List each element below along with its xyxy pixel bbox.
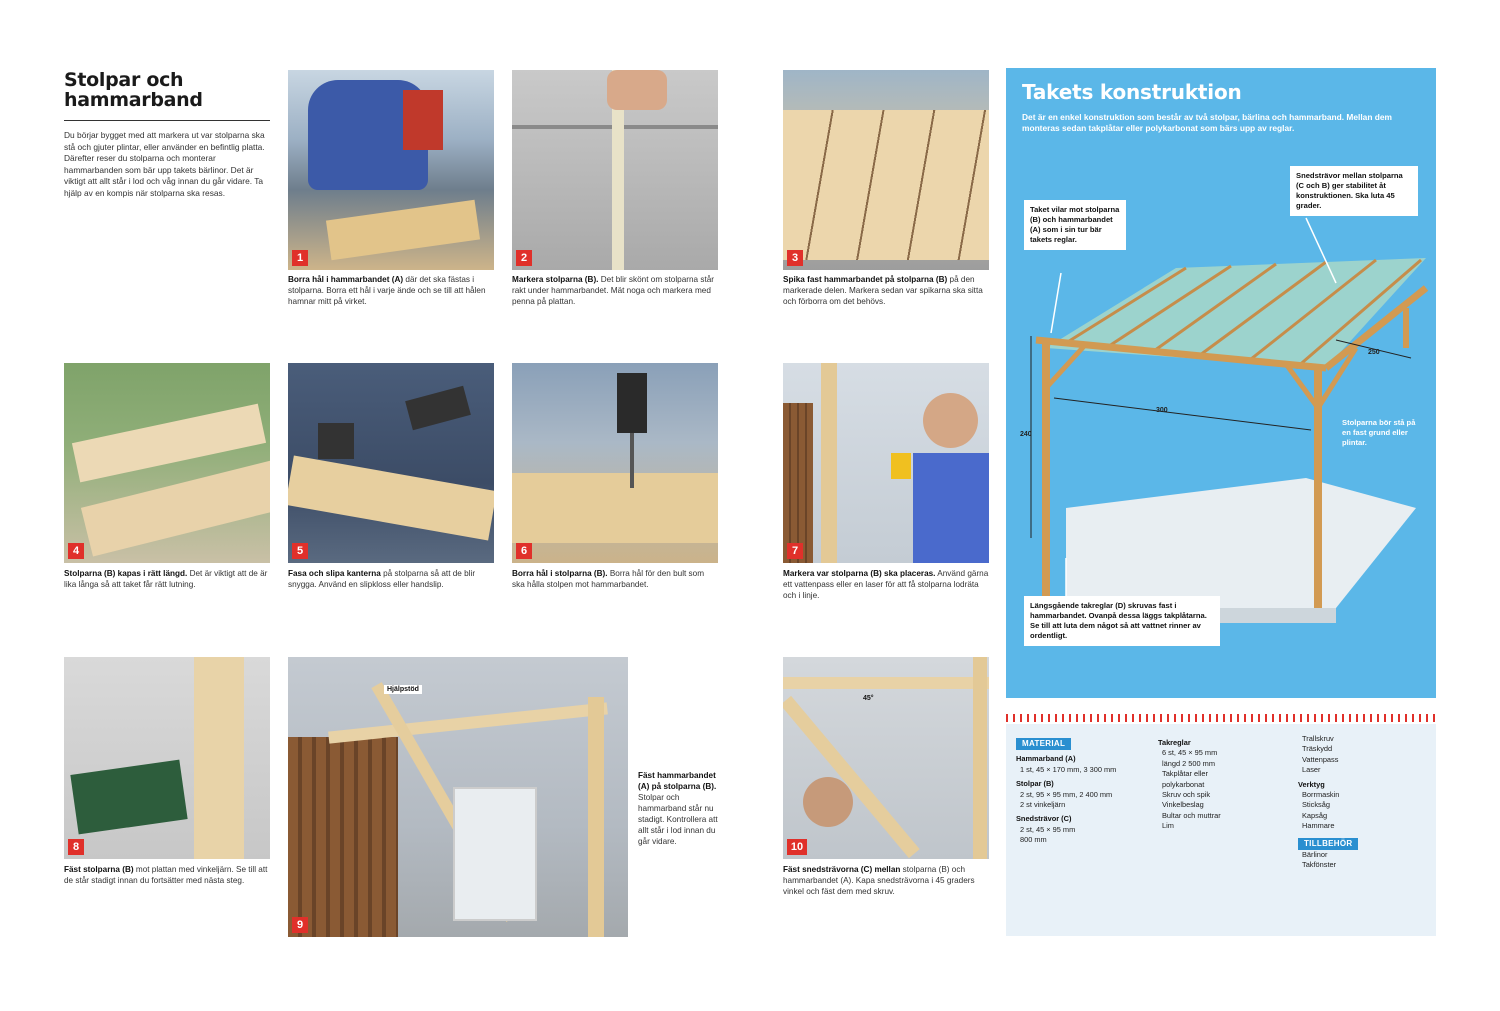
- callout-left: Taket vilar mot stolparna (B) och hammarbandet (A) som i sin tur bär takets reglar.: [1024, 200, 1126, 250]
- hand: [607, 70, 667, 110]
- step-8-photo: [64, 657, 270, 859]
- step-5-caption: [288, 568, 494, 590]
- saw: [70, 760, 187, 835]
- material-item: Kapsåg: [1302, 810, 1328, 820]
- side-caption-text: Stolpar och hammarband står nu stadigt. Kontrollera att allt står i lod innan du går vidare.: [638, 793, 718, 846]
- step-6-caption: [512, 568, 718, 590]
- step-1-caption-text: där det ska fästas i stolparna. Borra ett hål i varje ände och se till att hålen hamnar mitt på virket.: [288, 275, 486, 306]
- timber-a: [326, 200, 480, 260]
- material-item: Bultar och muttrar: [1162, 810, 1221, 820]
- material-item: Trallskruv: [1302, 734, 1334, 743]
- construction-intro: Det är en enkel konstruktion som består av två stolpar, bärlina och hammarband. Mellan dem monteras sedan takplåtar eller polykarbonat som bärs upp av reglar.: [1022, 112, 1393, 133]
- laser-level: [891, 453, 911, 479]
- material-item: Lim: [1162, 821, 1174, 831]
- material-item: Takfönster: [1302, 860, 1337, 870]
- dim-height: 240: [1020, 431, 1032, 438]
- planks: [783, 110, 989, 260]
- step-1-caption: [288, 274, 494, 307]
- note-right: Stolparna bör stå på en fast grund eller plintar.: [1342, 418, 1416, 447]
- step-number: 9: [292, 917, 308, 933]
- material-item: Hammare: [1302, 821, 1335, 831]
- step-4-caption-text: Det är viktigt att de är lika långa så att taket får rätt lutning.: [64, 569, 268, 589]
- angle-label: 45°: [863, 695, 874, 702]
- sanding-block: [318, 423, 354, 459]
- step-5-caption-text: på stolparna så att de blir snygga. Använd en slipkloss eller handslip.: [288, 569, 476, 589]
- material-item: 2 st, 45 × 95 mm: [1020, 824, 1076, 834]
- material-heading: Verktyg: [1298, 779, 1325, 789]
- step-2-photo: [512, 70, 718, 270]
- materials-col-2: [1158, 734, 1294, 832]
- material-item: Vinkelbeslag: [1162, 800, 1204, 810]
- material-item: Sticksåg: [1302, 800, 1330, 810]
- article-intro: Du börjar bygget med att markera ut var stolparna ska stå och gjuter plintar, eller använder en befintlig platta. Därefter reser du stolparna och monterar hammarbanden som bär upp takets bärlinor. Det är viktigt att allt står i lod och våg innan du går vidare. Ta hjälp av en kompis när stolparna ska resas.: [64, 130, 265, 198]
- material-item: polykarbonat: [1162, 779, 1205, 789]
- step-8-caption-bold: Fäst stolparna (B): [64, 865, 134, 874]
- step-7-caption: [783, 568, 989, 601]
- accessories-badge: TILLBEHÖR: [1298, 838, 1358, 850]
- step-2-caption-text: Det blir skönt om stolparna står rakt under hammarbandet. Mät noga och markera med penna på plattan.: [512, 275, 715, 306]
- step-10-photo: [783, 657, 989, 859]
- material-item: Skruv och spik: [1162, 790, 1211, 800]
- material-item: Vattenpass: [1302, 754, 1339, 764]
- step-number: 2: [516, 250, 532, 266]
- material-heading: Hammarband (A): [1016, 754, 1076, 764]
- step-8-caption-text: mot plattan med vinkeljärn. Se till att de står stadigt innan du fortsätter med nästa steg.: [64, 865, 268, 885]
- post-b: [821, 363, 837, 563]
- step-8-caption: [64, 864, 270, 886]
- material-badge: MATERIAL: [1016, 738, 1071, 750]
- wooden-fence: [288, 737, 398, 937]
- hjalpstod-label: Hjälpstöd: [384, 685, 422, 694]
- step-4-caption-bold: Stolparna (B) kapas i rätt längd.: [64, 569, 188, 578]
- material-item: Bärlinor: [1302, 850, 1328, 860]
- step-number: 5: [292, 543, 308, 559]
- material-item: Takplåtar eller: [1162, 769, 1209, 779]
- worker-head: [923, 393, 978, 448]
- step-3-caption-bold: Spika fast hammarbandet på stolparna (B): [783, 275, 948, 284]
- step-number: 1: [292, 250, 308, 266]
- step-4-photo: [64, 363, 270, 563]
- brace-c: [783, 696, 920, 858]
- material-item: Träskydd: [1302, 744, 1333, 754]
- timber: [288, 455, 494, 540]
- step-2-caption: [512, 274, 718, 307]
- step-number: 10: [787, 839, 807, 855]
- step-4-caption: [64, 568, 270, 590]
- step-6-photo: [512, 363, 718, 563]
- dim-depth: 250: [1368, 349, 1380, 356]
- step-3-photo: [783, 70, 989, 270]
- step-2-caption-bold: Markera stolparna (B).: [512, 275, 599, 284]
- material-heading: Snedsträvor (C): [1016, 814, 1072, 824]
- step-10-caption: [783, 864, 989, 897]
- step-5-photo: [288, 363, 494, 563]
- step-1-photo: [288, 70, 494, 270]
- material-item: längd 2 500 mm: [1162, 758, 1215, 768]
- step-number: 3: [787, 250, 803, 266]
- material-item: 2 st, 95 × 95 mm, 2 400 mm: [1020, 789, 1113, 799]
- post-b: [973, 657, 987, 859]
- material-item: 2 st vinkeljärn: [1020, 800, 1066, 810]
- material-item: Borrmaskin: [1302, 790, 1340, 800]
- drill: [617, 373, 647, 433]
- material-item: 1 st, 45 × 170 mm, 3 300 mm: [1020, 764, 1117, 774]
- step-7-caption-text: Använd gärna ett vattenpass eller en laser för att få stolparna lodräta och i linje.: [783, 569, 989, 600]
- step-7-photo: [783, 363, 989, 563]
- step-3-caption: [783, 274, 989, 307]
- step-6-caption-bold: Borra hål i stolparna (B).: [512, 569, 608, 578]
- material-heading: Takreglar: [1158, 738, 1191, 747]
- dim-width: 300: [1156, 407, 1168, 414]
- step-10-caption-text: stolparna (B) och hammarbandet (A). Kapa snedsträvorna i 45 graders vinkel och fäst dem med skruv.: [783, 865, 975, 896]
- sanding-block-2: [405, 386, 471, 431]
- title-rule: [64, 120, 270, 121]
- post-b: [588, 697, 604, 937]
- step-1-caption-bold: Borra hål i hammarbandet (A): [288, 275, 404, 284]
- article-title: Stolpar och hammarband: [64, 69, 203, 111]
- step-number: 8: [68, 839, 84, 855]
- hammarband-a: [328, 702, 608, 743]
- worker-head: [803, 777, 853, 827]
- step-5-caption-bold: Fasa och slipa kanterna: [288, 569, 381, 578]
- material-heading: Stolpar (B): [1016, 779, 1054, 789]
- materials-col-3: [1298, 734, 1428, 871]
- callout-right: Snedsträvor mellan stolparna (C och B) ger stabilitet åt konstruktionen. Ska luta 45 grader.: [1290, 166, 1418, 216]
- step-7-caption-bold: Markera var stolparna (B) ska placeras.: [783, 569, 936, 578]
- drill: [403, 90, 443, 150]
- step-3-caption-text: på den markerade delen. Markera sedan var spikarna ska sitta och förborra om det behövs.: [783, 275, 983, 306]
- materials-col-1: [1016, 738, 1154, 846]
- door: [453, 787, 537, 921]
- material-item: 800 mm: [1020, 835, 1047, 845]
- timber: [512, 473, 718, 543]
- callout-bottom: Längsgående takreglar (D) skruvas fast i hammarbandet. Ovanpå dessa läggs takplåtarna. Se till att luta dem något så att vattnet rinner av ordentligt.: [1024, 596, 1220, 646]
- side-caption-bold: Fäst hammarbandet (A) på stolparna (B).: [638, 771, 717, 791]
- fence: [783, 403, 813, 563]
- construction-title: Takets konstruktion: [1022, 80, 1242, 104]
- worker-shirt: [913, 453, 989, 563]
- step-6-caption-text: Borra hål för den bult som ska hålla stolpen mot hammarbandet.: [512, 569, 705, 589]
- material-item: Laser: [1302, 765, 1321, 775]
- hammarband-a: [783, 677, 989, 689]
- list-divider: [1006, 714, 1436, 722]
- step-number: 4: [68, 543, 84, 559]
- material-item: 6 st, 45 × 95 mm: [1162, 748, 1218, 758]
- slab: [1066, 478, 1416, 608]
- side-caption: [638, 770, 724, 847]
- step-number: 6: [516, 543, 532, 559]
- step-number: 7: [787, 543, 803, 559]
- drill-bit: [630, 433, 634, 488]
- step-10-caption-bold: Fäst snedsträvorna (C) mellan: [783, 865, 901, 874]
- step-9-photo: [288, 657, 628, 937]
- post-b: [194, 657, 244, 859]
